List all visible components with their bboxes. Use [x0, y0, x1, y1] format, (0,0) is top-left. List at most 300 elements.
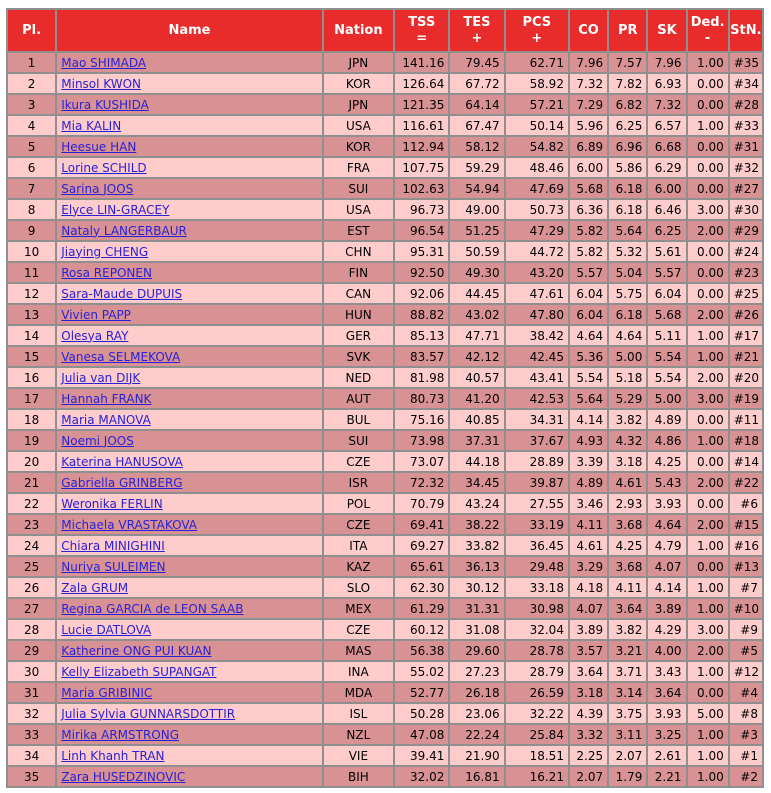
col-header-place	[8, 10, 55, 51]
cell-co: 4.39	[570, 704, 607, 723]
skater-name-link[interactable]: Linh Khanh TRAN	[61, 748, 165, 763]
cell-tes: 43.02	[450, 305, 503, 324]
cell-tss: 73.98	[395, 431, 448, 450]
cell-place: 11	[8, 263, 55, 282]
table-row	[8, 158, 762, 177]
cell-tss: 96.73	[395, 200, 448, 219]
table-row	[8, 704, 762, 723]
cell-nation: BIH	[324, 767, 393, 786]
cell-co: 5.68	[570, 179, 607, 198]
cell-nation: FRA	[324, 158, 393, 177]
cell-name	[57, 368, 321, 387]
skater-name-link[interactable]: Zara HUSEDZINOVIC	[61, 769, 186, 784]
cell-co: 4.93	[570, 431, 607, 450]
skater-name-link[interactable]: Mia KALIN	[61, 118, 122, 133]
cell-ded: 1.00	[688, 116, 728, 135]
cell-nation: JPN	[324, 53, 393, 72]
skater-name-link[interactable]: Vanesa SELMEKOVA	[61, 349, 181, 364]
cell-co: 5.96	[570, 116, 607, 135]
cell-place: 3	[8, 95, 55, 114]
skater-name-link[interactable]: Julia Sylvia GUNNARSDOTTIR	[61, 706, 236, 721]
cell-tes: 31.08	[450, 620, 503, 639]
skater-name-link[interactable]: Lorine SCHILD	[61, 160, 147, 175]
cell-tss: 73.07	[395, 452, 448, 471]
col-header-pr-label: PR	[617, 22, 638, 38]
cell-pr: 4.64	[609, 326, 646, 345]
cell-tss: 102.63	[395, 179, 448, 198]
cell-ded: 3.00	[688, 200, 728, 219]
table-row	[8, 53, 762, 72]
skater-name-link[interactable]: Elyce LIN-GRACEY	[61, 202, 170, 217]
cell-stn: #32	[730, 158, 762, 177]
cell-tes: 29.60	[450, 641, 503, 660]
cell-place: 23	[8, 515, 55, 534]
cell-tes: 22.24	[450, 725, 503, 744]
cell-tss: 92.50	[395, 263, 448, 282]
cell-nation: SLO	[324, 578, 393, 597]
skater-name-link[interactable]: Kelly Elizabeth SUPANGAT	[61, 664, 217, 679]
cell-name	[57, 158, 321, 177]
cell-ded: 3.00	[688, 389, 728, 408]
cell-co: 5.57	[570, 263, 607, 282]
cell-stn: #18	[730, 431, 762, 450]
skater-name-link[interactable]: Vivien PAPP	[61, 307, 131, 322]
cell-pcs: 37.67	[506, 431, 568, 450]
cell-pcs: 16.21	[506, 767, 568, 786]
skater-name-link[interactable]: Nataly LANGERBAUR	[61, 223, 187, 238]
cell-pcs: 57.21	[506, 95, 568, 114]
skater-name-link[interactable]: Katerina HANUSOVA	[61, 454, 183, 469]
cell-sk: 4.86	[648, 431, 685, 450]
cell-stn: #8	[730, 704, 762, 723]
cell-co: 5.54	[570, 368, 607, 387]
cell-tes: 44.45	[450, 284, 503, 303]
cell-pr: 5.04	[609, 263, 646, 282]
cell-co: 4.07	[570, 599, 607, 618]
cell-sk: 4.29	[648, 620, 685, 639]
cell-ded: 0.00	[688, 557, 728, 576]
cell-name	[57, 725, 321, 744]
cell-pcs: 42.45	[506, 347, 568, 366]
cell-pr: 4.11	[609, 578, 646, 597]
cell-pr: 2.07	[609, 746, 646, 765]
cell-place: 2	[8, 74, 55, 93]
cell-nation: CZE	[324, 515, 393, 534]
cell-pcs: 47.61	[506, 284, 568, 303]
cell-name	[57, 179, 321, 198]
cell-stn: #24	[730, 242, 762, 261]
cell-ded: 0.00	[688, 137, 728, 156]
cell-nation: SUI	[324, 179, 393, 198]
cell-place: 32	[8, 704, 55, 723]
cell-tes: 31.31	[450, 599, 503, 618]
cell-pcs: 58.92	[506, 74, 568, 93]
cell-ded: 0.00	[688, 452, 728, 471]
table-row	[8, 599, 762, 618]
cell-nation: BUL	[324, 410, 393, 429]
table-row	[8, 200, 762, 219]
cell-stn: #34	[730, 74, 762, 93]
cell-pcs: 50.73	[506, 200, 568, 219]
cell-ded: 0.00	[688, 95, 728, 114]
cell-stn: #28	[730, 95, 762, 114]
cell-tss: 83.57	[395, 347, 448, 366]
table-row	[8, 536, 762, 555]
results-table	[6, 8, 764, 788]
skater-name-link[interactable]: Maria GRIBINIC	[61, 685, 153, 700]
cell-stn: #35	[730, 53, 762, 72]
cell-stn: #13	[730, 557, 762, 576]
skater-name-link[interactable]: Hannah FRANK	[61, 391, 152, 406]
table-row	[8, 578, 762, 597]
cell-tes: 58.12	[450, 137, 503, 156]
cell-tss: 52.77	[395, 683, 448, 702]
cell-ded: 2.00	[688, 473, 728, 492]
cell-pr: 5.29	[609, 389, 646, 408]
cell-tss: 95.31	[395, 242, 448, 261]
cell-tes: 30.12	[450, 578, 503, 597]
cell-name	[57, 620, 321, 639]
cell-place: 30	[8, 662, 55, 681]
cell-sk: 6.46	[648, 200, 685, 219]
skater-name-link[interactable]: Sara-Maude DUPUIS	[61, 286, 183, 301]
cell-ded: 1.00	[688, 431, 728, 450]
cell-tss: 60.12	[395, 620, 448, 639]
cell-name	[57, 683, 321, 702]
cell-pcs: 54.82	[506, 137, 568, 156]
skater-name-link[interactable]: Zala GRUM	[61, 580, 129, 595]
table-row	[8, 452, 762, 471]
cell-ded: 0.00	[688, 683, 728, 702]
skater-name-link[interactable]: Michaela VRASTAKOVA	[61, 517, 197, 532]
cell-stn: #26	[730, 305, 762, 324]
table-row	[8, 725, 762, 744]
cell-sk: 2.21	[648, 767, 685, 786]
cell-nation: ITA	[324, 536, 393, 555]
cell-pcs: 33.18	[506, 578, 568, 597]
cell-tes: 51.25	[450, 221, 503, 240]
cell-pr: 5.18	[609, 368, 646, 387]
table-row	[8, 74, 762, 93]
cell-pcs: 28.78	[506, 641, 568, 660]
col-header-co-label: CO	[578, 22, 599, 38]
cell-pr: 3.82	[609, 620, 646, 639]
cell-ded: 1.00	[688, 767, 728, 786]
cell-pr: 3.64	[609, 599, 646, 618]
cell-place: 19	[8, 431, 55, 450]
cell-co: 5.36	[570, 347, 607, 366]
cell-stn: #20	[730, 368, 762, 387]
cell-co: 4.61	[570, 536, 607, 555]
table-row	[8, 620, 762, 639]
cell-nation: KAZ	[324, 557, 393, 576]
cell-ded: 0.00	[688, 242, 728, 261]
cell-sk: 5.43	[648, 473, 685, 492]
cell-place: 6	[8, 158, 55, 177]
skater-name-link[interactable]: Sarina JOOS	[61, 181, 134, 196]
cell-pcs: 47.69	[506, 179, 568, 198]
cell-ded: 1.00	[688, 326, 728, 345]
col-header-pr	[609, 10, 646, 51]
cell-pcs: 34.31	[506, 410, 568, 429]
skater-name-link[interactable]: Maria MANOVA	[61, 412, 151, 427]
cell-place: 17	[8, 389, 55, 408]
cell-pcs: 38.42	[506, 326, 568, 345]
skater-name-link[interactable]: Jiaying CHENG	[61, 244, 149, 259]
col-header-ded	[688, 10, 728, 51]
cell-pr: 7.82	[609, 74, 646, 93]
cell-co: 3.46	[570, 494, 607, 513]
col-header-tes	[450, 10, 503, 51]
cell-tes: 23.06	[450, 704, 503, 723]
cell-pr: 4.32	[609, 431, 646, 450]
cell-pr: 4.61	[609, 473, 646, 492]
cell-place: 21	[8, 473, 55, 492]
skater-name-link[interactable]: Katherine ONG PUI KUAN	[61, 643, 212, 658]
cell-nation: SUI	[324, 431, 393, 450]
col-header-nation-label: Nation	[334, 22, 383, 38]
cell-pcs: 48.46	[506, 158, 568, 177]
cell-tes: 44.18	[450, 452, 503, 471]
cell-tss: 61.29	[395, 599, 448, 618]
cell-ded: 0.00	[688, 158, 728, 177]
cell-stn: #15	[730, 515, 762, 534]
cell-nation: SVK	[324, 347, 393, 366]
cell-stn: #27	[730, 179, 762, 198]
cell-ded: 1.00	[688, 53, 728, 72]
cell-pr: 6.82	[609, 95, 646, 114]
table-row	[8, 515, 762, 534]
cell-stn: #9	[730, 620, 762, 639]
cell-ded: 2.00	[688, 641, 728, 660]
skater-name-link[interactable]: Mao SHIMADA	[61, 55, 147, 70]
cell-name	[57, 347, 321, 366]
cell-sk: 6.57	[648, 116, 685, 135]
cell-pcs: 29.48	[506, 557, 568, 576]
cell-sk: 5.68	[648, 305, 685, 324]
cell-nation: AUT	[324, 389, 393, 408]
cell-place: 10	[8, 242, 55, 261]
skater-name-link[interactable]: Noemi JOOS	[61, 433, 134, 448]
cell-pcs: 32.22	[506, 704, 568, 723]
skater-name-link[interactable]: Lucie DATLOVA	[61, 622, 152, 637]
cell-place: 34	[8, 746, 55, 765]
cell-nation: ISL	[324, 704, 393, 723]
cell-tes: 49.00	[450, 200, 503, 219]
cell-pr: 3.21	[609, 641, 646, 660]
skater-name-link[interactable]: Olesya RAY	[61, 328, 129, 343]
skater-name-link[interactable]: Weronika FERLIN	[61, 496, 163, 511]
cell-tes: 47.71	[450, 326, 503, 345]
col-header-name	[57, 10, 321, 51]
skater-name-link[interactable]: Nuriya SULEIMEN	[61, 559, 166, 574]
col-header-tss-sub: =	[416, 30, 428, 46]
cell-name	[57, 74, 321, 93]
table-row	[8, 326, 762, 345]
col-header-ded-label: Ded.	[690, 14, 725, 30]
cell-tes: 21.90	[450, 746, 503, 765]
cell-stn: #23	[730, 263, 762, 282]
cell-co: 3.18	[570, 683, 607, 702]
cell-sk: 4.00	[648, 641, 685, 660]
cell-nation: EST	[324, 221, 393, 240]
cell-pr: 2.93	[609, 494, 646, 513]
cell-sk: 4.25	[648, 452, 685, 471]
cell-tss: 121.35	[395, 95, 448, 114]
cell-sk: 4.07	[648, 557, 685, 576]
cell-nation: INA	[324, 662, 393, 681]
cell-tes: 33.82	[450, 536, 503, 555]
table-row	[8, 431, 762, 450]
cell-stn: #14	[730, 452, 762, 471]
cell-tss: 81.98	[395, 368, 448, 387]
cell-ded: 0.00	[688, 179, 728, 198]
cell-tes: 59.29	[450, 158, 503, 177]
cell-place: 12	[8, 284, 55, 303]
cell-nation: MAS	[324, 641, 393, 660]
table-row	[8, 221, 762, 240]
cell-co: 3.39	[570, 452, 607, 471]
cell-pcs: 62.71	[506, 53, 568, 72]
cell-tss: 55.02	[395, 662, 448, 681]
table-row	[8, 368, 762, 387]
cell-sk: 3.25	[648, 725, 685, 744]
col-header-pcs	[506, 10, 568, 51]
cell-nation: CAN	[324, 284, 393, 303]
cell-pr: 3.14	[609, 683, 646, 702]
cell-tss: 65.61	[395, 557, 448, 576]
cell-nation: VIE	[324, 746, 393, 765]
cell-tss: 96.54	[395, 221, 448, 240]
cell-stn: #22	[730, 473, 762, 492]
cell-co: 4.14	[570, 410, 607, 429]
table-row	[8, 557, 762, 576]
cell-nation: NED	[324, 368, 393, 387]
cell-place: 25	[8, 557, 55, 576]
cell-sk: 5.54	[648, 347, 685, 366]
skater-name-link[interactable]: Rosa REPONEN	[61, 265, 152, 280]
skater-name-link[interactable]: Chiara MINIGHINI	[61, 538, 165, 553]
cell-pcs: 36.45	[506, 536, 568, 555]
cell-co: 4.64	[570, 326, 607, 345]
cell-pr: 3.18	[609, 452, 646, 471]
cell-stn: #1	[730, 746, 762, 765]
skater-name-link[interactable]: Julia van DIJK	[61, 370, 141, 385]
cell-pcs: 25.84	[506, 725, 568, 744]
col-header-place-label: Pl.	[22, 22, 42, 38]
col-header-co	[570, 10, 607, 51]
cell-place: 35	[8, 767, 55, 786]
cell-tss: 70.79	[395, 494, 448, 513]
cell-stn: #6	[730, 494, 762, 513]
cell-co: 5.64	[570, 389, 607, 408]
table-row	[8, 347, 762, 366]
cell-tes: 16.81	[450, 767, 503, 786]
cell-name	[57, 704, 321, 723]
cell-place: 1	[8, 53, 55, 72]
cell-co: 7.29	[570, 95, 607, 114]
cell-pr: 3.68	[609, 557, 646, 576]
cell-pcs: 28.79	[506, 662, 568, 681]
cell-stn: #21	[730, 347, 762, 366]
cell-nation: CHN	[324, 242, 393, 261]
table-row	[8, 305, 762, 324]
cell-co: 3.32	[570, 725, 607, 744]
cell-place: 5	[8, 137, 55, 156]
cell-ded: 5.00	[688, 704, 728, 723]
col-header-tss-label: TSS	[408, 14, 436, 30]
cell-name	[57, 494, 321, 513]
cell-sk: 7.32	[648, 95, 685, 114]
cell-sk: 4.79	[648, 536, 685, 555]
cell-name	[57, 389, 321, 408]
table-row	[8, 284, 762, 303]
table-row	[8, 641, 762, 660]
skater-name-link[interactable]: Ikura KUSHIDA	[61, 97, 149, 112]
cell-sk: 6.04	[648, 284, 685, 303]
col-header-pcs-label: PCS	[522, 14, 552, 30]
cell-pr: 5.32	[609, 242, 646, 261]
cell-ded: 0.00	[688, 74, 728, 93]
cell-place: 28	[8, 620, 55, 639]
cell-sk: 4.14	[648, 578, 685, 597]
skater-name-link[interactable]: Gabriella GRINBERG	[61, 475, 183, 490]
skater-name-link[interactable]: Minsol KWON	[61, 76, 142, 91]
cell-place: 27	[8, 599, 55, 618]
cell-place: 16	[8, 368, 55, 387]
cell-co: 3.64	[570, 662, 607, 681]
skater-name-link[interactable]: Regina GARCIA de LEON SAAB	[61, 601, 244, 616]
cell-tes: 64.14	[450, 95, 503, 114]
cell-tss: 69.41	[395, 515, 448, 534]
cell-pr: 5.86	[609, 158, 646, 177]
table-row	[8, 137, 762, 156]
cell-place: 15	[8, 347, 55, 366]
cell-pcs: 47.80	[506, 305, 568, 324]
cell-pcs: 33.19	[506, 515, 568, 534]
cell-tes: 37.31	[450, 431, 503, 450]
skater-name-link[interactable]: Mirika ARMSTRONG	[61, 727, 180, 742]
cell-nation: KOR	[324, 137, 393, 156]
cell-name	[57, 767, 321, 786]
col-header-stn-label: StN.	[730, 22, 762, 38]
cell-place: 29	[8, 641, 55, 660]
cell-tes: 36.13	[450, 557, 503, 576]
cell-stn: #17	[730, 326, 762, 345]
table-row	[8, 473, 762, 492]
cell-name	[57, 431, 321, 450]
cell-co: 5.82	[570, 221, 607, 240]
skater-name-link[interactable]: Heesue HAN	[61, 139, 137, 154]
cell-name	[57, 116, 321, 135]
cell-nation: CZE	[324, 452, 393, 471]
cell-co: 4.18	[570, 578, 607, 597]
table-row	[8, 389, 762, 408]
cell-pcs: 32.04	[506, 620, 568, 639]
cell-pcs: 50.14	[506, 116, 568, 135]
col-header-nation	[324, 10, 393, 51]
cell-stn: #19	[730, 389, 762, 408]
cell-stn: #3	[730, 725, 762, 744]
cell-tss: 107.75	[395, 158, 448, 177]
cell-pcs: 42.53	[506, 389, 568, 408]
cell-ded: 1.00	[688, 662, 728, 681]
cell-ded: 2.00	[688, 515, 728, 534]
cell-sk: 5.61	[648, 242, 685, 261]
cell-place: 7	[8, 179, 55, 198]
cell-co: 2.25	[570, 746, 607, 765]
cell-tss: 56.38	[395, 641, 448, 660]
